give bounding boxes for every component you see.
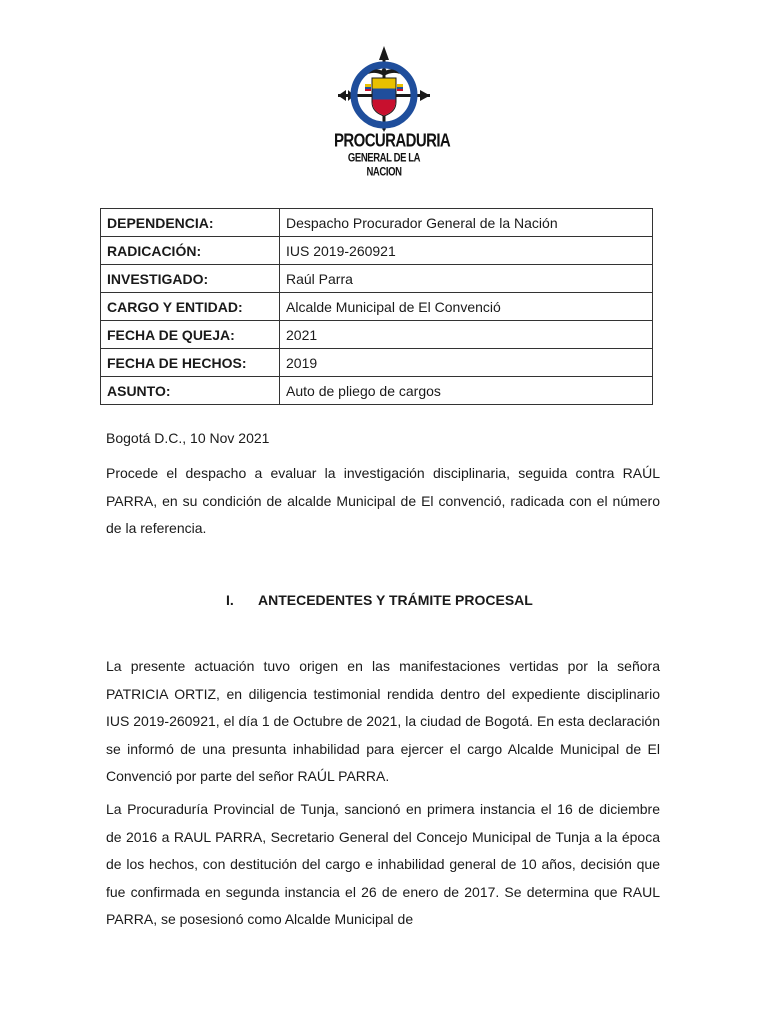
row-value: 2021	[280, 321, 653, 349]
table-row	[101, 265, 653, 293]
row-label: RADICACIÓN:	[101, 237, 280, 265]
row-label: DEPENDENCIA:	[101, 209, 280, 237]
row-label: FECHA DE HECHOS:	[101, 349, 280, 377]
table-row	[101, 377, 653, 405]
case-info-table	[100, 208, 653, 405]
row-value: Alcalde Municipal de El Convenció	[280, 293, 653, 321]
row-label: ASUNTO:	[101, 377, 280, 405]
row-label: CARGO Y ENTIDAD:	[101, 293, 280, 321]
table-row	[101, 293, 653, 321]
table-row	[101, 349, 653, 377]
table-row	[101, 321, 653, 349]
logo-title: PROCURADURIA	[334, 130, 451, 152]
row-label: FECHA DE QUEJA:	[101, 321, 280, 349]
section-number: I.	[226, 592, 234, 608]
logo-subtitle: GENERAL DE LA NACION	[347, 151, 421, 180]
row-value: Raúl Parra	[280, 265, 653, 293]
row-value: Auto de pliego de cargos	[280, 377, 653, 405]
table-row	[101, 209, 653, 237]
row-value: Despacho Procurador General de la Nación	[280, 209, 653, 237]
body-paragraph-1: La presente actuación tuvo origen en las manifestaciones vertidas por la señora PATRICIA ORTIZ, en diligencia testimonial rendida dentro del expediente disciplinario IUS 2019-260921, el día 1 de Octubre de 2021, la ciudad de Bogotá. En esta declaración se informó de una presunta inhabilidad para ejercer el cargo Alcalde Municipal de El Convenció por parte del señor RAÚL PARRA.	[106, 658, 660, 784]
section-title: ANTECEDENTES Y TRÁMITE PROCESAL	[258, 592, 533, 608]
body-paragraph-2: La Procuraduría Provincial de Tunja, sancionó en primera instancia el 16 de diciembre de 2016 a RAUL PARRA, Secretario General del Concejo Municipal de Tunja a la época de los hechos, con destitución del cargo e inhabilidad general de 10 años, decisión que fue confirmada en segunda instancia el 26 de enero de 2017. Se determina que RAUL PARRA, se posesionó como Alcalde Municipal de	[106, 801, 660, 927]
table-row	[101, 237, 653, 265]
row-label: INVESTIGADO:	[101, 265, 280, 293]
procuraduria-logo	[334, 44, 451, 180]
row-value: IUS 2019-260921	[280, 237, 653, 265]
intro-paragraph: Procede el despacho a evaluar la investigación disciplinaria, seguida contra RAÚL PARRA, en su condición de alcalde Municipal de El convenció, radicada con el número de la referencia.	[106, 465, 660, 536]
row-value: 2019	[280, 349, 653, 377]
date-line: Bogotá D.C., 10 Nov 2021	[106, 430, 270, 446]
compass-emblem-icon	[334, 44, 434, 134]
